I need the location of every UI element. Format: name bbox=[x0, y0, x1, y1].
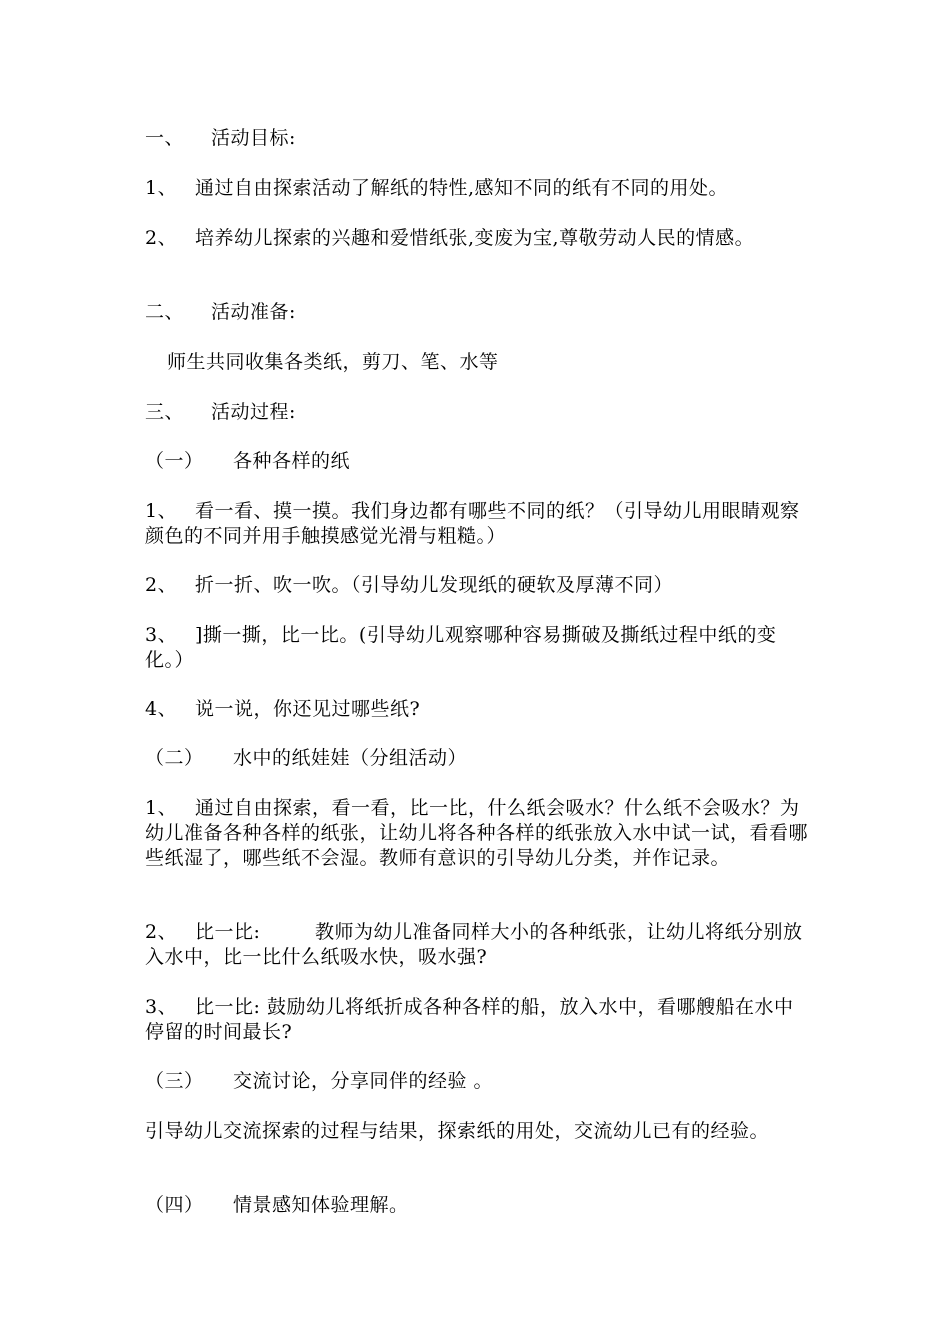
section-number: 二、 bbox=[145, 301, 185, 323]
activity-item-3 bbox=[145, 623, 810, 673]
subsection-number: （一） bbox=[145, 450, 204, 472]
section-title: 活动准备: bbox=[211, 301, 296, 323]
item-number: 1、 bbox=[145, 500, 178, 522]
water-item-1 bbox=[145, 796, 810, 871]
item-lead: 比一比: bbox=[195, 921, 261, 943]
section-heading-goals bbox=[145, 126, 810, 151]
item-number: 3、 bbox=[145, 996, 178, 1018]
item-number: 3、 bbox=[145, 624, 178, 646]
goal-item-2 bbox=[145, 226, 810, 251]
subsection-number: （三） bbox=[145, 1070, 204, 1092]
item-text: ]撕一撕，比一比。(引导幼儿观察哪种容易撕破及撕纸过程中纸的变化。） bbox=[145, 624, 777, 671]
subsection-heading-3 bbox=[145, 1069, 810, 1094]
subsection-title: 情景感知体验理解。 bbox=[233, 1194, 409, 1216]
section-number: 一、 bbox=[145, 127, 185, 149]
subsection-number: （二） bbox=[145, 747, 204, 769]
subsection-number: （四） bbox=[145, 1194, 204, 1216]
subsection-title: 交流讨论，分享同伴的经验 。 bbox=[233, 1070, 494, 1092]
item-text: 通过自由探索活动了解纸的特性,感知不同的纸有不同的用处。 bbox=[195, 177, 729, 199]
activity-item-2 bbox=[145, 573, 810, 598]
item-text: 培养幼儿探索的兴趣和爱惜纸张,变废为宝,尊敬劳动人民的情感。 bbox=[195, 227, 755, 249]
subsection-heading-1 bbox=[145, 449, 810, 474]
subsection-title: 各种各样的纸 bbox=[233, 450, 351, 472]
item-number: 4、 bbox=[145, 698, 178, 720]
section-title: 活动目标: bbox=[211, 127, 296, 149]
activity-item-4 bbox=[145, 697, 810, 722]
item-text: 比一比: 鼓励幼儿将纸折成各种各样的船，放入水中，看哪艘船在水中停留的时间最长? bbox=[145, 996, 794, 1043]
item-number: 2、 bbox=[145, 227, 178, 249]
subsection-heading-2 bbox=[145, 746, 810, 771]
exchange-text: 引导幼儿交流探索的过程与结果，探索纸的用处，交流幼儿已有的经验。 bbox=[145, 1120, 770, 1142]
section-heading-process bbox=[145, 400, 810, 425]
item-text: 看一看、摸一摸。我们身边都有哪些不同的纸？（引导幼儿用眼睛观察颜色的不同并用手触摸感觉光滑与粗糙。） bbox=[145, 500, 800, 547]
item-text: 说一说，你还见过哪些纸? bbox=[195, 698, 421, 720]
item-number: 2、 bbox=[145, 921, 178, 943]
subsection-heading-4 bbox=[145, 1193, 810, 1218]
section-number: 三、 bbox=[145, 401, 185, 423]
subsection-title: 水中的纸娃娃（分组活动） bbox=[233, 747, 468, 769]
item-text: 通过自由探索，看一看，比一比，什么纸会吸水？什么纸不会吸水？为幼儿准备各种各样的纸张，让幼儿将各种各样的纸张放入水中试一试，看看哪些纸湿了，哪些纸不会湿。教师有意识的引导幼儿分类，并作记录。 bbox=[145, 797, 809, 869]
item-number: 1、 bbox=[145, 177, 178, 199]
section-heading-preparation bbox=[145, 300, 810, 325]
item-text: 折一折、吹一吹。（引导幼儿发现纸的硬软及厚薄不同） bbox=[195, 574, 674, 596]
item-text: 教师为幼儿准备同样大小的各种纸张，让幼儿将纸分别放入水中，比一比什么纸吸水快，吸水强? bbox=[145, 921, 803, 968]
water-item-3 bbox=[145, 995, 810, 1045]
item-number: 1、 bbox=[145, 797, 178, 819]
water-item-2 bbox=[145, 920, 810, 970]
goal-item-1 bbox=[145, 176, 810, 201]
activity-item-1 bbox=[145, 499, 810, 549]
section-title: 活动过程: bbox=[211, 401, 296, 423]
preparation-text: 师生共同收集各类纸，剪刀、笔、水等 bbox=[167, 351, 499, 373]
item-number: 2、 bbox=[145, 574, 178, 596]
